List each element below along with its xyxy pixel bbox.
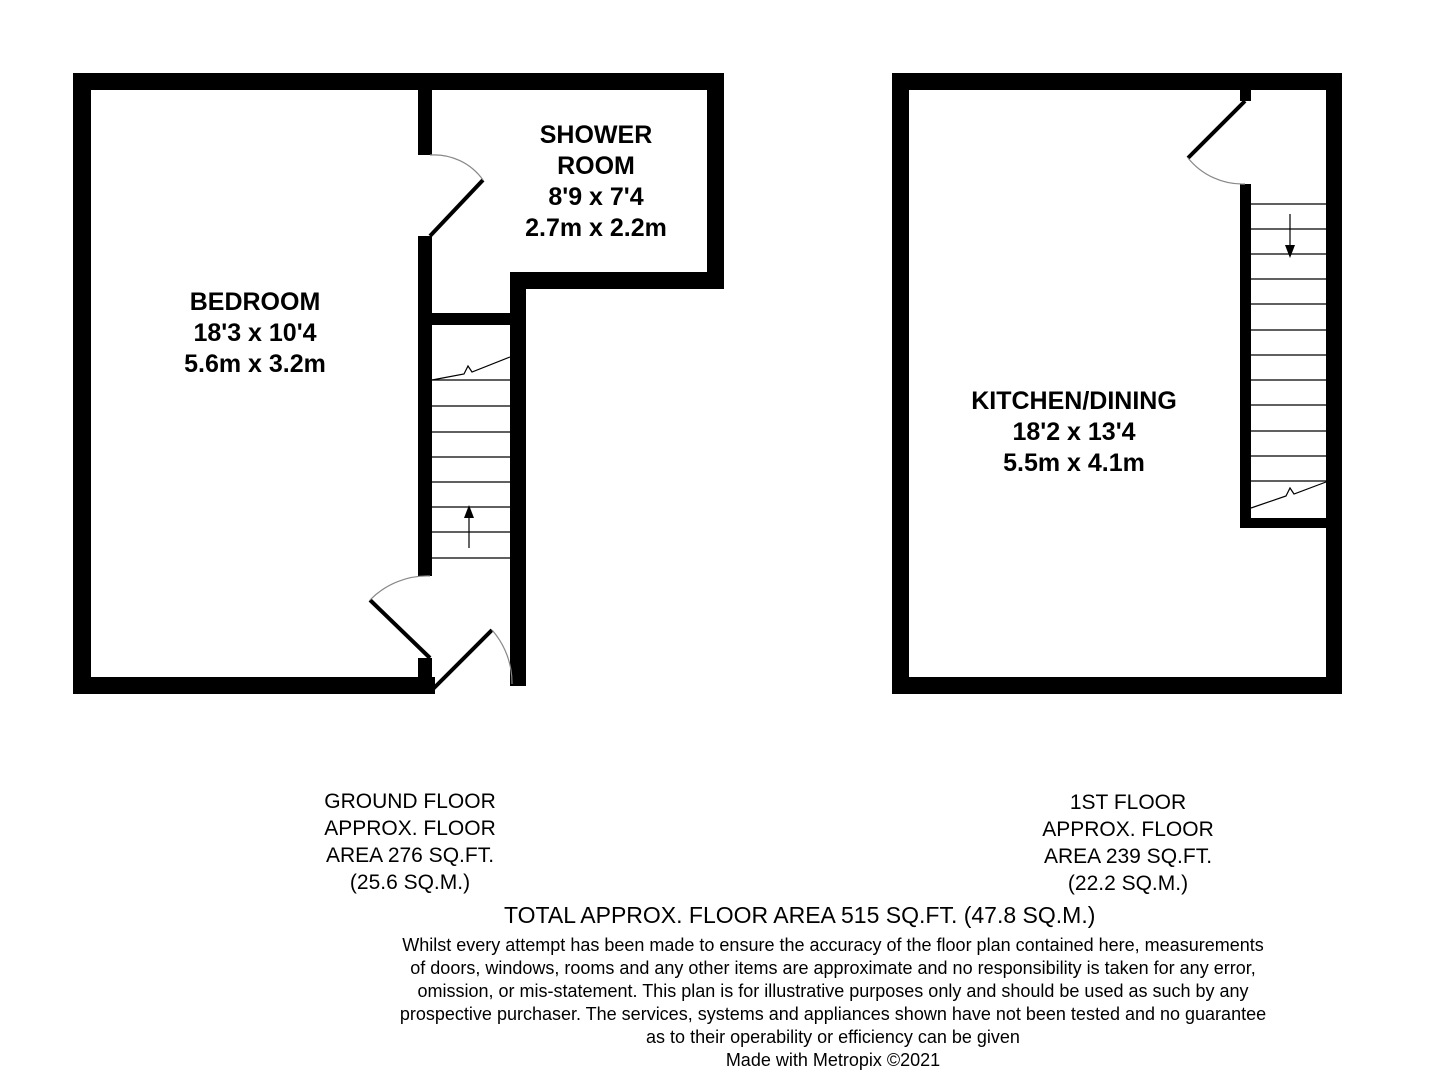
first-floor-area (1008, 789, 1248, 897)
kitchen-metric: 5.5m x 4.1m (1003, 449, 1145, 477)
disclaimer-line2: of doors, windows, rooms and any other items are approximate and no responsibility is taken for any error, (410, 958, 1256, 978)
first-floor-stairs (1251, 204, 1326, 508)
bedroom-name: BEDROOM (189, 288, 321, 316)
ground-floor-area (290, 788, 530, 896)
shower-imperial: 8'9 x 7'4 (548, 183, 644, 211)
first-floor-line3: AREA 239 SQ.FT. (1043, 845, 1213, 868)
disclaimer-line1: Whilst every attempt has been made to ensure the accuracy of the floor plan contained here, measurements (402, 935, 1264, 955)
bedroom-imperial: 18'3 x 10'4 (193, 319, 317, 347)
shower-metric: 2.7m x 2.2m (525, 214, 667, 242)
ground-floor-doors (370, 155, 512, 690)
shower-name-line2: ROOM (557, 152, 635, 180)
kitchen-dining-label (971, 387, 1177, 477)
first-floor-line4: (22.2 SQ.M.) (1067, 872, 1189, 895)
bedroom-metric: 5.6m x 3.2m (184, 350, 326, 378)
shower-room-label (525, 121, 667, 242)
shower-name-line1: SHOWER (539, 121, 653, 149)
disclaimer-line3: omission, or mis-statement. This plan is for illustrative purposes only and should be used as such by any (417, 981, 1249, 1001)
total-floor-area-text: TOTAL APPROX. FLOOR AREA 515 SQ.FT. (47.8 SQ.M.) (504, 902, 1096, 928)
first-floor-walls (892, 73, 1342, 694)
credit-line: Made with Metropix ©2021 (725, 1050, 941, 1070)
first-floor-line2: APPROX. FLOOR (1042, 818, 1214, 841)
first-floor-line1: 1ST FLOOR (1069, 791, 1187, 814)
disclaimer-line4: prospective purchaser. The services, systems and appliances shown have not been tested and no guarantee (399, 1004, 1267, 1024)
bedroom-label (184, 288, 326, 378)
ground-floor-line1: GROUND FLOOR (324, 790, 496, 813)
kitchen-imperial: 18'2 x 13'4 (1012, 418, 1136, 446)
disclaimer (330, 934, 1336, 1072)
ground-floor-line4: (25.6 SQ.M.) (349, 871, 471, 894)
first-floor-plan (892, 73, 1342, 694)
first-floor-door (1188, 101, 1245, 184)
kitchen-name: KITCHEN/DINING (971, 387, 1177, 415)
ground-floor-line3: AREA 276 SQ.FT. (325, 844, 495, 867)
ground-floor-stairs (432, 357, 510, 558)
ground-floor-line2: APPROX. FLOOR (324, 817, 496, 840)
disclaimer-line5: as to their operability or efficiency can be given (646, 1027, 1020, 1047)
